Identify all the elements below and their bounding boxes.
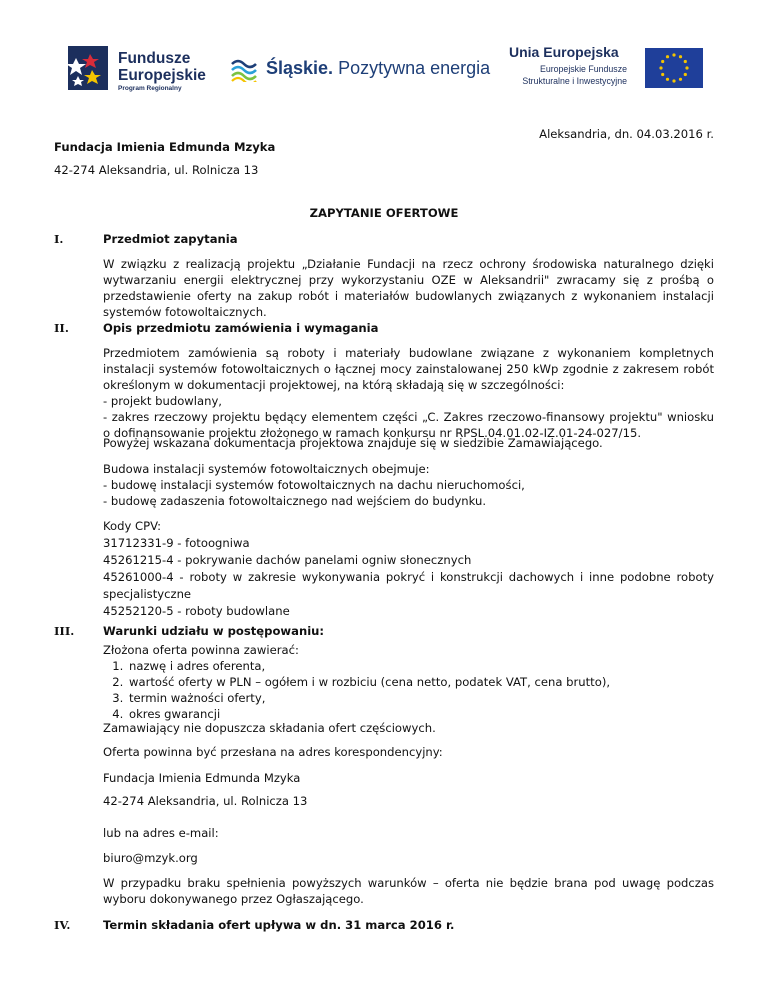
missing-conditions-note: W przypadku braku spełnienia powyższych warunków – oferta nie będzie brana pod uwagę podczas wyboru dokonywanego przez Ogłaszającego. <box>103 876 714 906</box>
ue-title: Unia Europejska <box>509 44 619 60</box>
send-address-note: Oferta powinna być przesłana na adres korespondencyjny: <box>103 745 443 759</box>
slaskie-tagline: Pozytywna energia <box>333 58 491 78</box>
scope-item-2: - zakres rzeczowy projektu będący elementem części „C. Zakres rzeczowo-finansowy projektu" wniosku o dofinansowanie projektu złożonego w ramach konkursu nr RPSL.04.01.02-IZ.01-24-027/15. <box>103 410 714 440</box>
email-note: lub na adres e-mail: <box>103 826 219 840</box>
section-4-number: IV. <box>54 918 71 932</box>
installation-item-1: - budowę instalacji systemów fotowoltaicznych na dachu nieruchomości, <box>103 478 525 492</box>
slaskie-name: Śląskie. <box>266 58 334 78</box>
fe-line2: Europejskie <box>118 67 206 84</box>
scope-paragraph: Przedmiotem zamówienia są roboty i materiały budowlane związane z wykonaniem kompletnych instalacji systemów fotowoltaicznych o łącznej mocy zainstalowanej 250 kWp zgodnie z zakresem robót określonym w dokumentacji projektowej, na którą składają się w szczególności: <box>103 346 714 392</box>
ue-line1: Europejskie Fundusze <box>539 64 627 74</box>
cpv-code: 45261215-4 - pokrywanie dachów panelami ogniw słonecznych <box>103 553 472 567</box>
email-address: biuro@mzyk.org <box>103 851 198 865</box>
requirements-list <box>103 658 714 722</box>
cpv-code: 31712331-9 - fotoogniwa <box>103 536 250 550</box>
unia-europejska-logo <box>507 44 707 96</box>
cpv-title: Kody CPV: <box>103 519 162 533</box>
eu-flag-icon <box>645 48 703 88</box>
requirements-intro: Złożona oferta powinna zawierać: <box>103 643 299 657</box>
ue-line2: Strukturalne i Inwestycyjne <box>522 75 627 86</box>
list-item: 3. termin ważności oferty, <box>127 690 714 706</box>
correspondence-name: Fundacja Imienia Edmunda Mzyka <box>103 771 301 785</box>
cpv-codes <box>103 518 714 620</box>
sender-address: 42-274 Aleksandria, ul. Rolnicza 13 <box>54 163 259 177</box>
installation-item-2: - budowę zadaszenia fotowoltaicznego nad wejściem do budynku. <box>103 494 487 508</box>
document-title: ZAPYTANIE OFERTOWE <box>309 206 459 220</box>
installation-scope <box>103 461 714 509</box>
list-item: 4. okres gwarancji <box>127 706 714 722</box>
fe-line3: Program Regionalny <box>118 85 182 92</box>
installation-intro: Budowa instalacji systemów fotowoltaicznych obejmuje: <box>103 462 430 476</box>
section-2-number: II. <box>54 321 69 335</box>
section-1-paragraph: W związku z realizacją projektu „Działanie Fundacji na rzecz ochrony środowiska naturalnego dzięki wytwarzaniu energii elektrycznej przy wykorzystaniu OZE w Aleksandrii" zwracamy się z prośbą o przedstawienie oferty na zakup robót i materiałów budowlanych związanych z wykonaniem instalacji systemów fotowoltaicznych. <box>103 257 714 319</box>
list-item: 2. wartość oferty w PLN – ogółem i w rozbiciu (cena netto, podatek VAT, cena brutto), <box>127 674 714 690</box>
section-2-title: Opis przedmiotu zamówienia i wymagania <box>103 321 379 335</box>
fe-line1: Fundusze <box>118 50 191 67</box>
list-item: 1. nazwę i adres oferenta, <box>127 658 714 674</box>
scope-item-1: - projekt budowlany, <box>103 394 222 408</box>
section-3-number: III. <box>54 624 75 638</box>
fe-flag-icon <box>66 44 110 94</box>
documentation-note: Powyżej wskazana dokumentacja projektowa znajduje się w siedzibie Zamawiającego. <box>103 436 603 450</box>
fundusze-europejskie-logo <box>66 44 206 96</box>
partial-offers-note: Zamawiający nie dopuszcza składania ofert częściowych. <box>103 721 436 735</box>
cpv-code: 45261000-4 - roboty w zakresie wykonywania pokryć i konstrukcji dachowych i inne podobne roboty specjalistyczne <box>103 570 714 601</box>
sender-name: Fundacja Imienia Edmunda Mzyka <box>54 140 276 154</box>
section-1-title: Przedmiot zapytania <box>103 232 238 246</box>
section-2-scope <box>103 345 714 441</box>
place-date: Aleksandria, dn. 04.03.2016 r. <box>539 127 714 141</box>
slaskie-logo <box>230 54 510 88</box>
section-1-number: I. <box>54 232 64 246</box>
slaskie-waves-icon <box>230 56 258 82</box>
section-4-title: Termin składania ofert upływa w dn. 31 marca 2016 r. <box>103 918 455 932</box>
offer-requirements <box>103 642 714 722</box>
cpv-code: 45252120-5 - roboty budowlane <box>103 604 290 618</box>
correspondence-address: 42-274 Aleksandria, ul. Rolnicza 13 <box>103 794 308 808</box>
section-3-title: Warunki udziału w postępowaniu: <box>103 624 325 638</box>
